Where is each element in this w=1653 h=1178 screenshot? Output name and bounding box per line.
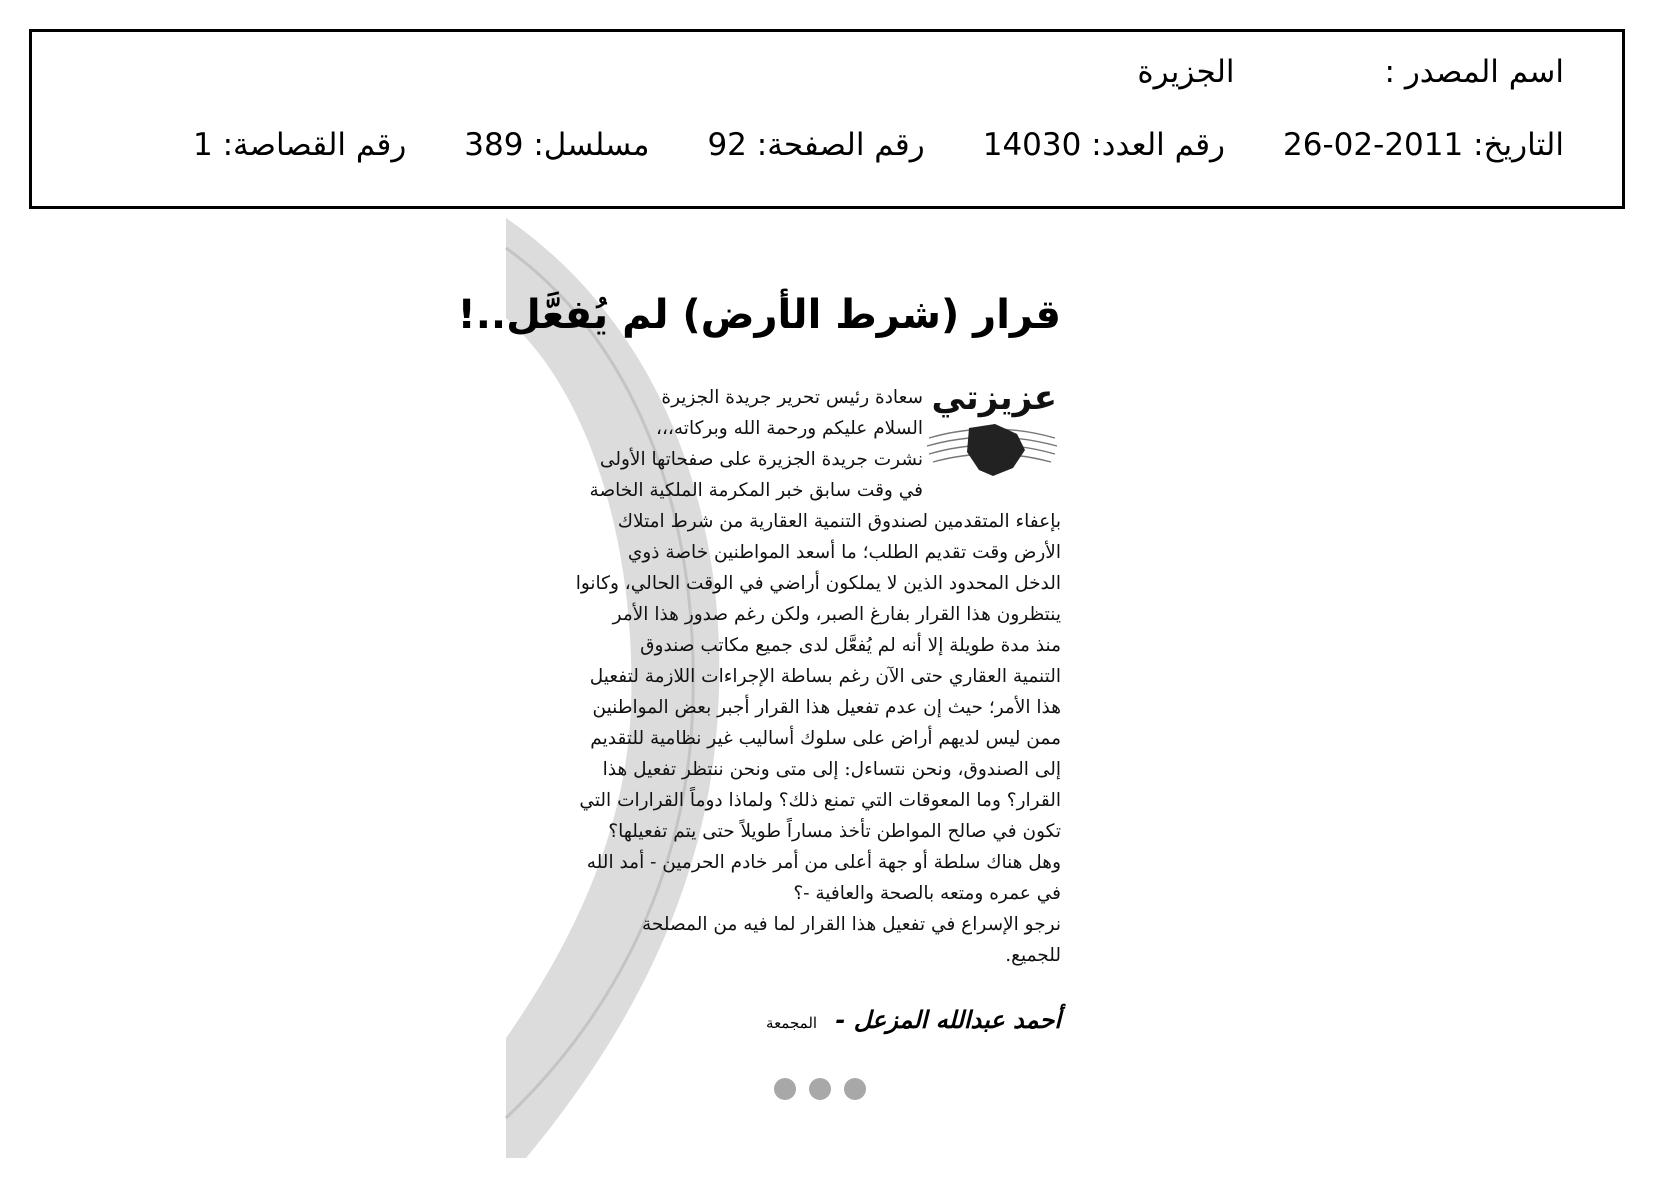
source-row (1137, 52, 1564, 92)
page-label: رقم الصفحة: (756, 127, 925, 163)
text-line: القرار؟ وما المعوقات التي تمنع ذلك؟ ولماذا دوماً القرارات التي (579, 790, 1061, 811)
article-headline: قرار (شرط الأرض) لم يُفعَّل..! (457, 292, 1061, 338)
text-line: ممن ليس لديهم أراض على سلوك أساليب غير نظامية للتقديم (590, 728, 1061, 749)
text-line: هذا الأمر؛ حيث إن عدم تفعيل هذا القرار أجبر بعض المواطنين (592, 697, 1061, 718)
text-line: سعادة رئيس تحرير جريدة الجزيرة (661, 387, 923, 408)
column-logo-text: عزيزتي (931, 378, 1057, 418)
text-line: الدخل المحدود الذين لا يملكون أراضي في الوقت الحالي، وكانوا (575, 573, 1061, 594)
serial-label: مسلسل: (533, 127, 650, 163)
text-line: في عمره ومتعه بالصحة والعافية -؟ (793, 883, 1061, 904)
text-line: نشرت جريدة الجزيرة على صفحاتها الأولى (599, 449, 923, 470)
issue-value: 14030 (982, 127, 1082, 163)
text-line: في وقت سابق خبر المكرمة الملكية الخاصة (589, 480, 923, 501)
serial-value: 389 (464, 127, 524, 163)
text-line: التنمية العقاري حتى الآن رغم بساطة الإجراءات اللازمة لتفعيل (589, 666, 1061, 687)
dot-icon (774, 1078, 796, 1100)
article-body (561, 506, 1061, 971)
author-name: أحمد عبدالله المزعل - (835, 1006, 1061, 1034)
date-value: 2011-02-26 (1283, 127, 1464, 163)
article-intro (583, 382, 923, 506)
end-dots (774, 1078, 874, 1104)
meta-row (193, 125, 1564, 165)
header-box (29, 29, 1625, 209)
issue-label: رقم العدد: (1091, 127, 1226, 163)
text-line: وهل هناك سلطة أو جهة أعلى من أمر خادم الحرمين - أمد الله (586, 852, 1061, 873)
clip-value: 1 (192, 127, 213, 163)
column-logo (921, 378, 1061, 488)
saudi-map-icon (921, 416, 1061, 490)
text-line: نرجو الإسراع في تفعيل هذا القرار لما فيه من المصلحة (642, 914, 1061, 935)
source-value: الجزيرة (1137, 54, 1235, 90)
text-line: ينتظرون هذا القرار بفارغ الصبر، ولكن رغم صدور هذا الأمر (612, 604, 1061, 625)
text-line: للجميع. (1005, 945, 1061, 966)
source-label: اسم المصدر : (1384, 54, 1564, 90)
dot-icon (844, 1078, 866, 1100)
author-city: المجمعة (766, 1014, 818, 1032)
clip-label: رقم القصاصة: (222, 127, 407, 163)
newspaper-clipping (457, 238, 1083, 1110)
text-line: منذ مدة طويلة إلا أنه لم يُفعَّل لدى جميع مكاتب صندوق (640, 635, 1061, 656)
text-line: الأرض وقت تقديم الطلب؛ ما أسعد المواطنين خاصة ذوي (627, 542, 1061, 563)
text-line: تكون في صالح المواطن تأخذ مساراً طويلاً حتى يتم تفعيلها؟ (608, 821, 1061, 842)
article-signature (766, 1006, 1061, 1034)
dot-icon (809, 1078, 831, 1100)
page-value: 92 (707, 127, 747, 163)
date-label: التاريخ: (1473, 127, 1564, 163)
text-line: السلام عليكم ورحمة الله وبركاته،،، (655, 418, 923, 439)
text-line: بإعفاء المتقدمين لصندوق التنمية العقارية من شرط امتلاك (617, 511, 1061, 532)
text-line: إلى الصندوق، ونحن نتساءل: إلى متى ونحن ننتظر تفعيل هذا (602, 759, 1061, 780)
